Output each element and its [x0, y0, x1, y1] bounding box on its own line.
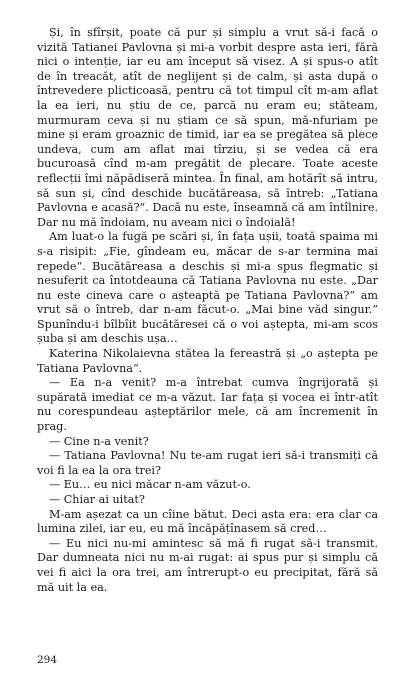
paragraph-7: — Eu… eu nici măcar n-am văzut-o. [49, 478, 251, 492]
paragraph-4: — Ea n-a venit? m-a întrebat cumva îngrijorată și supărată imediat ce m-a văzut. Iar fața și vocea ei într-atît nu corespundeau așteptărilor mele, că am încremenit în prag. [37, 376, 378, 434]
paragraph-10: — Eu nici nu-mi amintesc să mă fi rugat să-i transmit. Dar dumneata nici nu m-ai rugat: ai spus pur și simplu că vei fi aici la ora trei, am întrerupt-o eu precipitat, fără să mă uit la ea. [37, 536, 378, 594]
paragraph-3: Katerina Nikolaievna stătea la fereastră și „o aștepta pe Tatiana Pavlovna“. [37, 347, 378, 375]
paragraph-9: M-am așezat ca un cîine bătut. Deci asta era: era clar ca lumina zilei, iar eu, eu mă încăpățînasem să cred… [37, 507, 378, 536]
page-text [37, 26, 378, 595]
paragraph-6: — Tatiana Pavlovna! Nu te-am rugat ieri să-i transmiți că voi fi la ea la ora trei? [37, 449, 378, 477]
paragraph-1: Și, în sfîrșit, poate că pur și simplu a vrut să-i facă o vizită Tatianei Pavlovna și mi-a vorbit despre asta ieri, fără nici o intenție, iar eu am început să visez. A și spus-o atît de în treacăt, atît de neglijent și de calm, și asta după o întrevedere plicticoasă, pentru că tot timpul cît m-am aflat la ea ieri, nu știu de ce, parcă nu eram eu; stăteam, murmuram ceva și nu știam ce să spun, mă-nfuriam pe mine și eram groaznic de timid, iar ea se pregătea să plece undeva, cum am aflat mai tîrziu, și se vedea că era bucuroasă cînd m-am pregătit de plecare. Toate aceste reflecții îmi năpădiseră mintea. În final, am hotărît să intru, să sun și, cînd deschide bucătăreasa, să întreb: „Tatiana Pavlovna e acasă?“. Dacă nu este, înseamnă că am întîlnire. Dar nu mă îndoiam, nu aveam nici o îndoială! [37, 26, 378, 229]
paragraph-8: — Chiar ai uitat? [49, 493, 145, 506]
paragraph-2: Am luat-o la fugă pe scări și, în fața ușii, toată spaima mi s-a risipit: „Fie, gîndeam eu, măcar de s-ar termina mai repede“. Bucătăreasa a deschis și mi-a spus flegmatic și nesuferit ca întotdeauna că Tatiana Pavlovna nu este. „Dar nu este cineva care o așteaptă pe Tatiana Pavlovna?“ am vrut să o întreb, dar n-am făcut-o. „Mai bine văd singur.“ Spunîndu-i bîlbîit bucătăresei că o voi aștepta, mi-am scos șuba și am deschis ușa… [37, 230, 378, 346]
page-number: 294 [37, 654, 58, 666]
paragraph-5: — Cine n-a venit? [49, 434, 149, 448]
